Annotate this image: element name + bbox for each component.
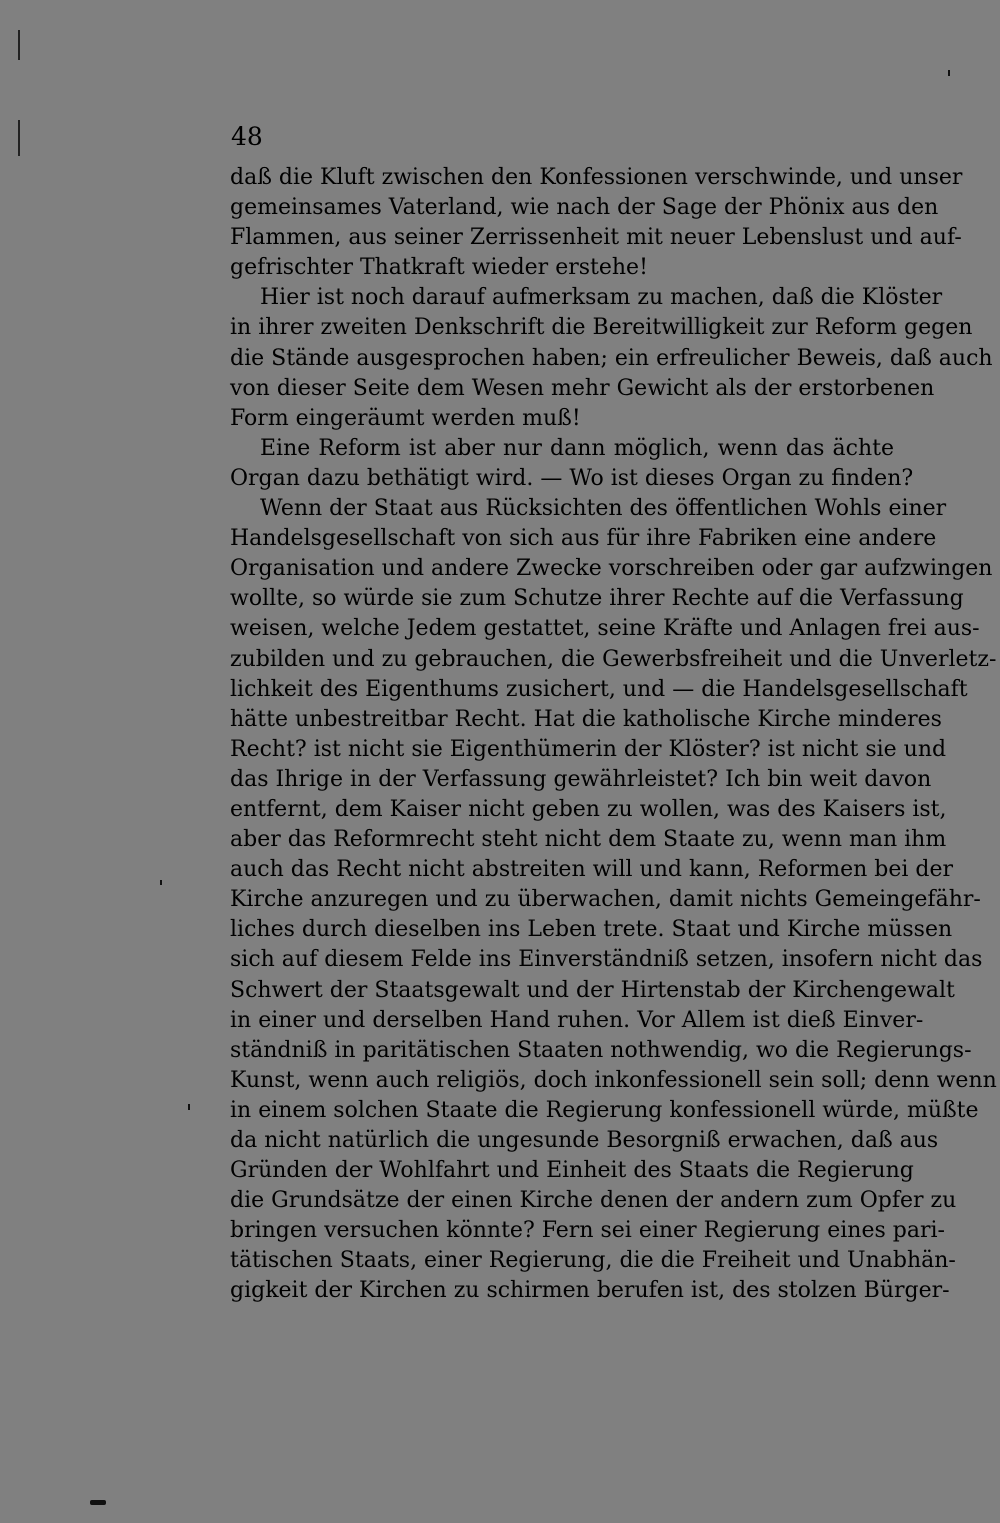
text-line: Hier ist noch darauf aufmerksam zu machen, daß die Klöster	[260, 285, 943, 311]
text-line: Eine Reform ist aber nur dann möglich, wenn das ächte	[260, 435, 894, 461]
text-line: in ihrer zweiten Denkschrift die Bereitwilligkeit zur Reform gegen	[230, 315, 973, 341]
text-line: hätte unbestreitbar Recht. Hat die katholische Kirche minderes	[230, 706, 942, 732]
scan-speck	[90, 1500, 106, 1505]
text-line: entfernt, dem Kaiser nicht geben zu wollen, was des Kaisers ist,	[230, 796, 947, 822]
text-line: wollte, so würde sie zum Schutze ihrer Rechte auf die Verfassung	[230, 586, 964, 612]
text-line: tätischen Staats, einer Regierung, die die Freiheit und Unabhän-	[230, 1248, 956, 1274]
text-line: Organ dazu bethätigt wird. — Wo ist dieses Organ zu finden?	[230, 465, 914, 491]
text-line: gemeinsames Vaterland, wie nach der Sage der Phönix aus den	[230, 195, 939, 221]
text-line: Kirche anzuregen und zu überwachen, damit nichts Gemeingefähr-	[230, 887, 981, 913]
scan-speck	[948, 70, 950, 76]
scan-edge-mark	[18, 30, 20, 60]
text-line: gefrischter Thatkraft wieder erstehe!	[230, 255, 648, 281]
text-line: Wenn der Staat aus Rücksichten des öffentlichen Wohls einer	[260, 496, 947, 522]
text-line: ständniß in paritätischen Staaten nothwendig, wo die Regierungs-	[230, 1037, 972, 1063]
text-line: zubilden und zu gebrauchen, die Gewerbsfreiheit und die Unverletz-	[230, 646, 997, 672]
text-line: gigkeit der Kirchen zu schirmen berufen ist, des stolzen Bürger-	[230, 1278, 950, 1304]
text-line: weisen, welche Jedem gestattet, seine Kräfte und Anlagen frei aus-	[230, 616, 980, 642]
text-line: Schwert der Staatsgewalt und der Hirtenstab der Kirchengewalt	[230, 977, 955, 1003]
text-line: Handelsgesellschaft von sich aus für ihre Fabriken eine andere	[230, 526, 937, 552]
text-line: Kunst, wenn auch religiös, doch inkonfessionell sein soll; denn wenn	[230, 1067, 997, 1093]
text-line: die Grundsätze der einen Kirche denen der andern zum Opfer zu	[230, 1188, 957, 1214]
text-line: sich auf diesem Felde ins Einverständniß setzen, insofern nicht das	[230, 947, 983, 973]
text-line: Recht? ist nicht sie Eigenthümerin der Klöster? ist nicht sie und	[230, 736, 947, 762]
text-line: Organisation und andere Zwecke vorschreiben oder gar aufzwingen	[230, 556, 993, 582]
text-line: die Stände ausgesprochen haben; ein erfreulicher Beweis, daß auch	[230, 345, 993, 371]
text-line: Flammen, aus seiner Zerrissenheit mit neuer Lebenslust und auf-	[230, 225, 962, 251]
text-line: da nicht natürlich die ungesunde Besorgniß erwachen, daß aus	[230, 1128, 939, 1153]
body-text	[230, 163, 997, 1307]
text-line: bringen versuchen könnte? Fern sei einer Regierung eines pari-	[230, 1218, 945, 1244]
text-line: von dieser Seite dem Wesen mehr Gewicht als der erstorbenen	[230, 375, 935, 401]
text-line: Gründen der Wohlfahrt und Einheit des Staats die Regierung	[230, 1158, 914, 1184]
text-line: in einer und derselben Hand ruhen. Vor Allem ist dieß Einver-	[230, 1007, 924, 1033]
scan-speck	[160, 880, 162, 885]
text-line: liches durch dieselben ins Leben trete. Staat und Kirche müssen	[230, 917, 953, 943]
text-line: das Ihrige in der Verfassung gewährleistet? Ich bin weit davon	[230, 766, 932, 792]
scan-edge-mark	[18, 120, 20, 156]
text-line: in einem solchen Staate die Regierung konfessionell würde, müßte	[230, 1097, 979, 1123]
text-line: auch das Recht nicht abstreiten will und kann, Reformen bei der	[230, 857, 954, 883]
text-line: aber das Reformrecht steht nicht dem Staate zu, wenn man ihm	[230, 827, 947, 853]
text-line: lichkeit des Eigenthums zusichert, und — die Handelsgesellschaft	[230, 676, 968, 702]
scan-speck	[188, 1104, 190, 1110]
text-line: daß die Kluft zwischen den Konfessionen verschwinde, und unser	[230, 165, 963, 190]
page-number: 48	[231, 122, 263, 151]
text-line: Form eingeräumt werden muß!	[230, 405, 581, 431]
